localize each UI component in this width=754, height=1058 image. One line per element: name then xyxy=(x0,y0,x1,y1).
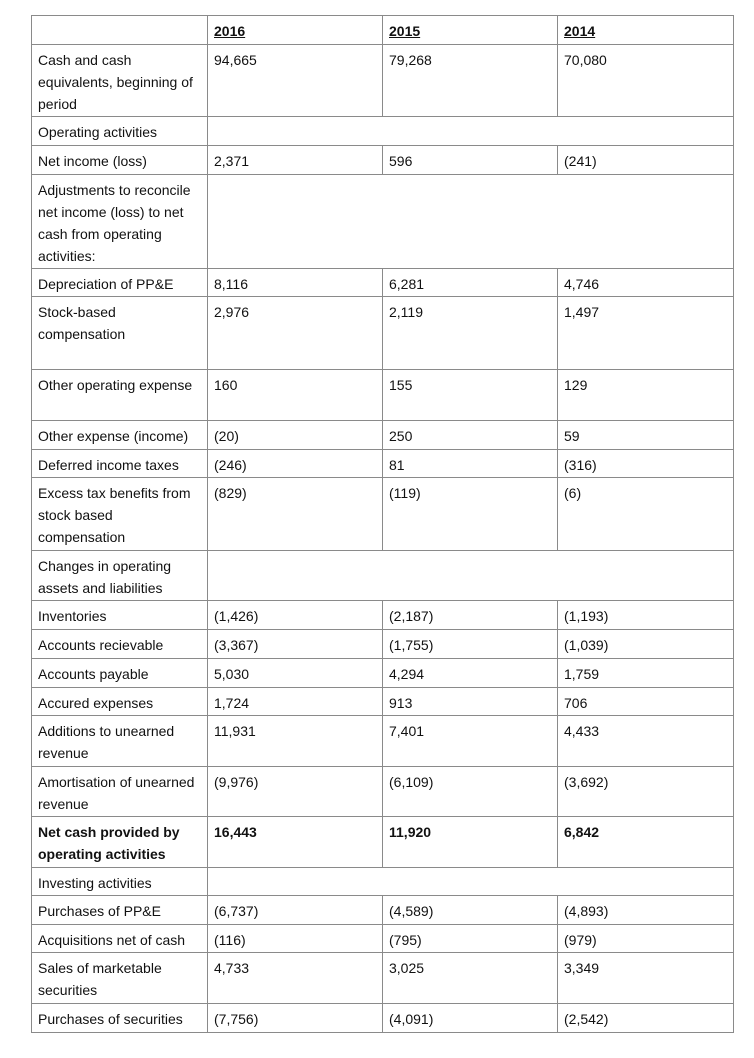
value-2014: 4,746 xyxy=(558,269,734,297)
table-row xyxy=(32,925,734,953)
section-label: Changes in operating assets and liabilities xyxy=(32,551,208,601)
table-row xyxy=(32,688,734,716)
value-2015: 6,281 xyxy=(383,269,558,297)
value-2016: 11,931 xyxy=(208,716,383,767)
table-row xyxy=(32,45,734,117)
value-2015: 4,294 xyxy=(383,659,558,688)
value-2016: 5,030 xyxy=(208,659,383,688)
value-2016: 2,371 xyxy=(208,146,383,175)
value-2014: 1,759 xyxy=(558,659,734,688)
table-row xyxy=(32,421,734,450)
value-2015: 81 xyxy=(383,450,558,478)
row-label: Other operating expense xyxy=(32,370,208,421)
value-2016: (116) xyxy=(208,925,383,953)
row-label: Amortisation of unearned revenue xyxy=(32,767,208,817)
value-2016: 4,733 xyxy=(208,953,383,1004)
value-2015: (4,091) xyxy=(383,1004,558,1033)
value-2014: (1,039) xyxy=(558,630,734,659)
row-label: Accounts payable xyxy=(32,659,208,688)
section-empty-cell xyxy=(208,175,734,269)
value-2014: (3,692) xyxy=(558,767,734,817)
value-2016: (20) xyxy=(208,421,383,450)
value-2015: 155 xyxy=(383,370,558,421)
value-2014: (979) xyxy=(558,925,734,953)
value-2014: (2,542) xyxy=(558,1004,734,1033)
year-header-2014: 2014 xyxy=(558,16,734,45)
value-2016: (3,367) xyxy=(208,630,383,659)
section-empty-cell xyxy=(208,551,734,601)
value-2014: 706 xyxy=(558,688,734,716)
value-2015: (4,589) xyxy=(383,896,558,925)
row-label: Deferred income taxes xyxy=(32,450,208,478)
table-row xyxy=(32,1004,734,1033)
year-header-2015: 2015 xyxy=(383,16,558,45)
table-row xyxy=(32,297,734,370)
section-label: Adjustments to reconcile net income (loss) to net cash from operating activities: xyxy=(32,175,208,269)
value-2014: 129 xyxy=(558,370,734,421)
section-row xyxy=(32,868,734,896)
section-row xyxy=(32,117,734,146)
value-2015: 7,401 xyxy=(383,716,558,767)
table-row xyxy=(32,767,734,817)
value-2014: (6) xyxy=(558,478,734,551)
value-2016: (7,756) xyxy=(208,1004,383,1033)
value-2015: (795) xyxy=(383,925,558,953)
table-row xyxy=(32,953,734,1004)
row-label: Purchases of securities xyxy=(32,1004,208,1033)
value-2016: 1,724 xyxy=(208,688,383,716)
total-row xyxy=(32,817,734,868)
value-2015: (2,187) xyxy=(383,601,558,630)
value-2015: 596 xyxy=(383,146,558,175)
value-2014: 4,433 xyxy=(558,716,734,767)
value-2015: (1,755) xyxy=(383,630,558,659)
table-row xyxy=(32,370,734,421)
value-2016: (1,426) xyxy=(208,601,383,630)
table-row xyxy=(32,146,734,175)
table-row xyxy=(32,630,734,659)
row-label: Sales of marketable securities xyxy=(32,953,208,1004)
value-2016: 8,116 xyxy=(208,269,383,297)
row-label: Excess tax benefits from stock based compensation xyxy=(32,478,208,551)
section-empty-cell xyxy=(208,117,734,146)
row-label: Stock-based compensation xyxy=(32,297,208,370)
value-2016: 160 xyxy=(208,370,383,421)
table-row xyxy=(32,601,734,630)
section-label: Investing activities xyxy=(32,868,208,896)
value-2014: (316) xyxy=(558,450,734,478)
value-2015: (6,109) xyxy=(383,767,558,817)
value-2015: 11,920 xyxy=(383,817,558,868)
value-2014: 70,080 xyxy=(558,45,734,117)
value-2016: (829) xyxy=(208,478,383,551)
value-2014: 3,349 xyxy=(558,953,734,1004)
header-row xyxy=(32,16,734,45)
row-label: Other expense (income) xyxy=(32,421,208,450)
value-2016: 94,665 xyxy=(208,45,383,117)
row-label: Net income (loss) xyxy=(32,146,208,175)
value-2016: 2,976 xyxy=(208,297,383,370)
value-2014: (4,893) xyxy=(558,896,734,925)
value-2016: (246) xyxy=(208,450,383,478)
row-label: Additions to unearned revenue xyxy=(32,716,208,767)
value-2014: 6,842 xyxy=(558,817,734,868)
section-row xyxy=(32,551,734,601)
value-2014: (241) xyxy=(558,146,734,175)
value-2016: 16,443 xyxy=(208,817,383,868)
row-label: Inventories xyxy=(32,601,208,630)
value-2015: 3,025 xyxy=(383,953,558,1004)
table-row xyxy=(32,659,734,688)
year-header-2016: 2016 xyxy=(208,16,383,45)
table-row xyxy=(32,896,734,925)
value-2014: 59 xyxy=(558,421,734,450)
value-2015: 2,119 xyxy=(383,297,558,370)
value-2014: 1,497 xyxy=(558,297,734,370)
row-label: Purchases of PP&E xyxy=(32,896,208,925)
row-label: Net cash provided by operating activities xyxy=(32,817,208,868)
row-label: Cash and cash equivalents, beginning of period xyxy=(32,45,208,117)
value-2015: 79,268 xyxy=(383,45,558,117)
section-row xyxy=(32,175,734,269)
table-row xyxy=(32,716,734,767)
value-2015: 250 xyxy=(383,421,558,450)
value-2015: (119) xyxy=(383,478,558,551)
value-2016: (6,737) xyxy=(208,896,383,925)
section-empty-cell xyxy=(208,868,734,896)
value-2015: 913 xyxy=(383,688,558,716)
section-label: Operating activities xyxy=(32,117,208,146)
header-corner-cell xyxy=(32,16,208,45)
row-label: Acquisitions net of cash xyxy=(32,925,208,953)
row-label: Accured expenses xyxy=(32,688,208,716)
cash-flow-table xyxy=(31,15,734,1033)
value-2014: (1,193) xyxy=(558,601,734,630)
table-row xyxy=(32,478,734,551)
row-label: Accounts recievable xyxy=(32,630,208,659)
table-row xyxy=(32,450,734,478)
value-2016: (9,976) xyxy=(208,767,383,817)
table-row xyxy=(32,269,734,297)
row-label: Depreciation of PP&E xyxy=(32,269,208,297)
